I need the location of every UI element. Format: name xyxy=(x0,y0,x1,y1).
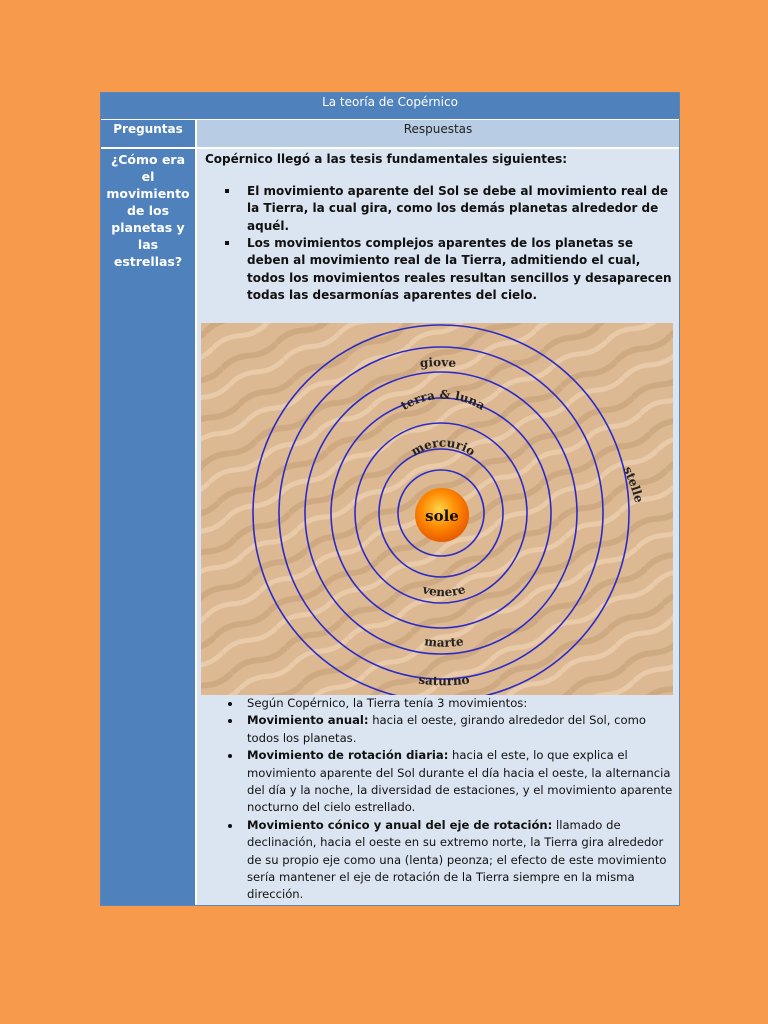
bullet-dot-icon xyxy=(228,754,232,758)
thesis-list-2 xyxy=(205,235,675,305)
list-item xyxy=(205,695,677,712)
label-terra: terra & luna xyxy=(398,387,488,413)
movement-lead: Movimiento anual: xyxy=(247,713,369,728)
label-giove: giove xyxy=(419,355,457,371)
bullet-dot-icon xyxy=(228,719,232,723)
bullet-dot-icon xyxy=(228,824,232,828)
label-venere: venere xyxy=(421,582,467,600)
movement-lead: Movimiento cónico y anual del eje de rotación: xyxy=(247,817,553,832)
sun-label: sole xyxy=(425,507,459,525)
bullet-dot-icon xyxy=(228,702,232,706)
movement-text: hacia el este, lo que explica el movimiento aparente del Sol durante el día hacia el oeste, la alternancia del día y la noche, la diversidad de estaciones, y el movimiento aparente nocturno del cielo estrellado. xyxy=(247,748,673,815)
thesis-2-text: Los movimientos complejos aparentes de los planetas se deben al movimiento real de la Tierra, admitiendo el cual, todos los movimientos reales resultan sencillos y desaparecen todas las desarmonías aparentes del cielo. xyxy=(247,236,672,303)
bullet-square-icon xyxy=(225,189,229,193)
list-item xyxy=(205,817,677,904)
heliocentric-diagram xyxy=(201,323,673,695)
list-item xyxy=(205,747,677,817)
movements-list xyxy=(205,695,677,904)
movement-text: Según Copérnico, la Tierra tenía 3 movimientos: xyxy=(247,696,528,710)
table-title: La teoría de Copérnico xyxy=(101,93,679,119)
header-questions: Preguntas xyxy=(101,120,195,147)
movement-text: llamado de declinación, hacia el oeste en su extremo norte, la Tierra gira alrededor de su propio eje como una (lenta) peonza; el efecto de este movimiento sería mantener el eje de rotación de la Tierra siempre en la misma dirección. xyxy=(247,817,667,902)
list-item xyxy=(205,183,675,235)
heliocentric-diagram-svg xyxy=(201,323,673,695)
answers-column xyxy=(197,149,679,905)
movement-lead: Movimiento de rotación diaria: xyxy=(247,748,449,763)
list-item xyxy=(205,235,675,305)
movement-text: hacia el oeste, girando alrededor del Sol, como todos los planetas. xyxy=(247,713,646,745)
list-item xyxy=(205,712,677,747)
intro-text: Copérnico llegó a las tesis fundamentales siguientes: xyxy=(205,152,568,166)
questions-column xyxy=(101,149,195,905)
thesis-1-text: El movimiento aparente del Sol se debe al movimiento real de la Tierra, la cual gira, como los demás planetas alrededor de aquél. xyxy=(247,184,669,233)
bullet-square-icon xyxy=(225,241,229,245)
thesis-list xyxy=(205,183,675,235)
question-text: ¿Cómo era el movimiento de los planetas y las estrellas? xyxy=(106,152,190,269)
copernicus-table xyxy=(100,92,680,906)
label-stelle: stelle xyxy=(620,464,647,505)
label-saturno: saturno xyxy=(417,672,471,689)
label-marte: marte xyxy=(423,634,465,650)
header-answers: Respuestas xyxy=(197,120,679,147)
label-mercurio: mercurio xyxy=(408,435,478,459)
